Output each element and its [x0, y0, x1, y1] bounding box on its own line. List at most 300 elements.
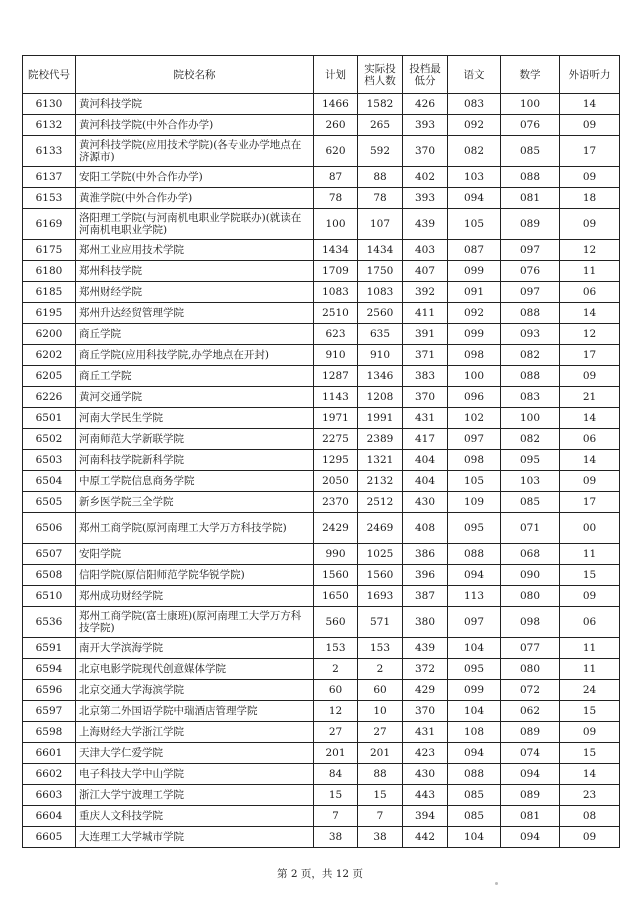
cell-actual-admitted: 2512 [358, 492, 403, 513]
cell-listening: 11 [560, 261, 620, 282]
cell-school-code: 6603 [23, 785, 76, 806]
cell-plan: 1560 [314, 565, 358, 586]
cell-school-name: 天津大学仁爱学院 [76, 743, 314, 764]
decorative-dot [495, 882, 498, 885]
cell-school-code: 6501 [23, 408, 76, 429]
cell-math: 097 [501, 240, 560, 261]
header-listening: 外语听力 [560, 56, 620, 94]
cell-actual-admitted: 88 [358, 764, 403, 785]
table-row [23, 136, 620, 167]
cell-actual-admitted: 1346 [358, 366, 403, 387]
cell-school-code: 6503 [23, 450, 76, 471]
table-row [23, 565, 620, 586]
cell-plan: 1971 [314, 408, 358, 429]
cell-math: 093 [501, 324, 560, 345]
table-row [23, 659, 620, 680]
cell-chinese: 094 [448, 743, 501, 764]
cell-school-name: 郑州工商学院(原河南理工大学万方科技学院) [76, 513, 314, 544]
cell-school-code: 6226 [23, 387, 76, 408]
cell-actual-admitted: 88 [358, 167, 403, 188]
cell-school-code: 6202 [23, 345, 76, 366]
cell-chinese: 082 [448, 136, 501, 167]
cell-min-score: 426 [403, 94, 448, 115]
cell-math: 076 [501, 261, 560, 282]
cell-chinese: 094 [448, 188, 501, 209]
header-chinese: 语文 [448, 56, 501, 94]
page-footer: 第 2 页，共 12 页 [277, 868, 363, 880]
cell-actual-admitted: 2469 [358, 513, 403, 544]
cell-listening: 15 [560, 743, 620, 764]
cell-school-name: 黄河科技学院 [76, 94, 314, 115]
cell-school-code: 6205 [23, 366, 76, 387]
cell-chinese: 092 [448, 303, 501, 324]
cell-chinese: 094 [448, 565, 501, 586]
cell-plan: 1083 [314, 282, 358, 303]
cell-school-name: 黄河科技学院(中外合作办学) [76, 115, 314, 136]
cell-math: 089 [501, 722, 560, 743]
cell-school-code: 6130 [23, 94, 76, 115]
cell-listening: 11 [560, 659, 620, 680]
cell-plan: 12 [314, 701, 358, 722]
cell-chinese: 097 [448, 429, 501, 450]
cell-school-code: 6598 [23, 722, 76, 743]
cell-plan: 87 [314, 167, 358, 188]
table-row [23, 722, 620, 743]
cell-school-code: 6602 [23, 764, 76, 785]
cell-school-name: 北京电影学院现代创意媒体学院 [76, 659, 314, 680]
cell-listening: 14 [560, 764, 620, 785]
cell-min-score: 383 [403, 366, 448, 387]
cell-school-code: 6510 [23, 586, 76, 607]
header-actual-admitted: 实际投档人数 [358, 56, 403, 94]
cell-actual-admitted: 201 [358, 743, 403, 764]
cell-plan: 201 [314, 743, 358, 764]
cell-math: 088 [501, 366, 560, 387]
cell-chinese: 095 [448, 659, 501, 680]
cell-actual-admitted: 10 [358, 701, 403, 722]
cell-school-code: 6169 [23, 209, 76, 240]
cell-chinese: 105 [448, 209, 501, 240]
cell-actual-admitted: 265 [358, 115, 403, 136]
cell-school-name: 河南大学民生学院 [76, 408, 314, 429]
cell-school-name: 信阳学院(原信阳师范学院华锐学院) [76, 565, 314, 586]
cell-min-score: 370 [403, 701, 448, 722]
cell-plan: 38 [314, 827, 358, 848]
table-row [23, 94, 620, 115]
cell-actual-admitted: 910 [358, 345, 403, 366]
cell-chinese: 099 [448, 261, 501, 282]
cell-actual-admitted: 2389 [358, 429, 403, 450]
cell-min-score: 430 [403, 492, 448, 513]
cell-school-name: 黄淮学院(中外合作办学) [76, 188, 314, 209]
cell-plan: 990 [314, 544, 358, 565]
cell-math: 095 [501, 450, 560, 471]
cell-chinese: 095 [448, 513, 501, 544]
cell-listening: 09 [560, 366, 620, 387]
cell-listening: 06 [560, 429, 620, 450]
cell-listening: 09 [560, 209, 620, 240]
admission-table [22, 55, 620, 848]
cell-listening: 12 [560, 324, 620, 345]
cell-min-score: 408 [403, 513, 448, 544]
cell-listening: 09 [560, 471, 620, 492]
cell-math: 072 [501, 680, 560, 701]
cell-math: 088 [501, 303, 560, 324]
table-row [23, 282, 620, 303]
header-school-name: 院校名称 [76, 56, 314, 94]
table-row [23, 209, 620, 240]
cell-school-name: 电子科技大学中山学院 [76, 764, 314, 785]
cell-school-name: 郑州工商学院(富士康班)(原河南理工大学万方科技学院) [76, 607, 314, 638]
cell-listening: 23 [560, 785, 620, 806]
table-row [23, 785, 620, 806]
cell-chinese: 088 [448, 764, 501, 785]
cell-school-name: 北京第二外国语学院中瑞酒店管理学院 [76, 701, 314, 722]
cell-listening: 11 [560, 638, 620, 659]
table-row [23, 366, 620, 387]
cell-school-name: 安阳学院 [76, 544, 314, 565]
header-math: 数学 [501, 56, 560, 94]
cell-plan: 153 [314, 638, 358, 659]
cell-listening: 14 [560, 94, 620, 115]
cell-actual-admitted: 635 [358, 324, 403, 345]
cell-min-score: 407 [403, 261, 448, 282]
cell-chinese: 091 [448, 282, 501, 303]
cell-actual-admitted: 592 [358, 136, 403, 167]
cell-min-score: 402 [403, 167, 448, 188]
cell-school-name: 河南师范大学新联学院 [76, 429, 314, 450]
cell-school-code: 6507 [23, 544, 76, 565]
cell-school-code: 6153 [23, 188, 76, 209]
cell-plan: 1295 [314, 450, 358, 471]
cell-math: 083 [501, 387, 560, 408]
cell-plan: 1466 [314, 94, 358, 115]
cell-school-name: 郑州科技学院 [76, 261, 314, 282]
cell-listening: 17 [560, 345, 620, 366]
cell-min-score: 372 [403, 659, 448, 680]
cell-school-name: 郑州成功财经学院 [76, 586, 314, 607]
cell-min-score: 430 [403, 764, 448, 785]
cell-min-score: 417 [403, 429, 448, 450]
cell-school-code: 6505 [23, 492, 76, 513]
cell-chinese: 085 [448, 785, 501, 806]
cell-school-code: 6502 [23, 429, 76, 450]
cell-school-name: 上海财经大学浙江学院 [76, 722, 314, 743]
cell-school-name: 南开大学滨海学院 [76, 638, 314, 659]
cell-min-score: 370 [403, 136, 448, 167]
cell-min-score: 439 [403, 209, 448, 240]
cell-math: 103 [501, 471, 560, 492]
cell-chinese: 087 [448, 240, 501, 261]
cell-listening: 12 [560, 240, 620, 261]
cell-math: 074 [501, 743, 560, 764]
cell-listening: 14 [560, 303, 620, 324]
cell-actual-admitted: 60 [358, 680, 403, 701]
cell-listening: 00 [560, 513, 620, 544]
cell-math: 082 [501, 429, 560, 450]
cell-listening: 15 [560, 701, 620, 722]
cell-chinese: 099 [448, 324, 501, 345]
cell-min-score: 371 [403, 345, 448, 366]
cell-school-code: 6597 [23, 701, 76, 722]
cell-school-code: 6605 [23, 827, 76, 848]
cell-actual-admitted: 78 [358, 188, 403, 209]
table-row [23, 167, 620, 188]
cell-school-code: 6137 [23, 167, 76, 188]
cell-min-score: 404 [403, 450, 448, 471]
cell-school-name: 安阳工学院(中外合作办学) [76, 167, 314, 188]
cell-school-code: 6508 [23, 565, 76, 586]
cell-plan: 623 [314, 324, 358, 345]
cell-chinese: 113 [448, 586, 501, 607]
cell-min-score: 394 [403, 806, 448, 827]
cell-listening: 17 [560, 136, 620, 167]
cell-chinese: 108 [448, 722, 501, 743]
cell-school-code: 6175 [23, 240, 76, 261]
cell-school-code: 6591 [23, 638, 76, 659]
cell-math: 085 [501, 492, 560, 513]
cell-listening: 09 [560, 167, 620, 188]
cell-min-score: 391 [403, 324, 448, 345]
cell-actual-admitted: 1208 [358, 387, 403, 408]
cell-listening: 14 [560, 408, 620, 429]
cell-listening: 14 [560, 450, 620, 471]
cell-school-name: 郑州工业应用技术学院 [76, 240, 314, 261]
cell-plan: 260 [314, 115, 358, 136]
cell-school-code: 6180 [23, 261, 76, 282]
cell-school-name: 中原工学院信息商务学院 [76, 471, 314, 492]
cell-school-code: 6132 [23, 115, 76, 136]
cell-listening: 17 [560, 492, 620, 513]
table-row [23, 701, 620, 722]
cell-actual-admitted: 1434 [358, 240, 403, 261]
cell-plan: 2 [314, 659, 358, 680]
cell-actual-admitted: 2560 [358, 303, 403, 324]
cell-chinese: 103 [448, 167, 501, 188]
cell-min-score: 380 [403, 607, 448, 638]
cell-plan: 27 [314, 722, 358, 743]
table-row [23, 345, 620, 366]
table-row [23, 513, 620, 544]
cell-chinese: 098 [448, 345, 501, 366]
cell-plan: 78 [314, 188, 358, 209]
header-school-code: 院校代号 [23, 56, 76, 94]
cell-listening: 09 [560, 586, 620, 607]
cell-school-name: 郑州升达经贸管理学院 [76, 303, 314, 324]
cell-math: 085 [501, 136, 560, 167]
cell-plan: 2275 [314, 429, 358, 450]
cell-listening: 09 [560, 827, 620, 848]
cell-listening: 15 [560, 565, 620, 586]
cell-school-name: 黄河科技学院(应用技术学院)(各专业办学地点在济源市) [76, 136, 314, 167]
cell-plan: 910 [314, 345, 358, 366]
cell-school-code: 6596 [23, 680, 76, 701]
cell-plan: 84 [314, 764, 358, 785]
cell-min-score: 429 [403, 680, 448, 701]
cell-min-score: 396 [403, 565, 448, 586]
cell-school-code: 6133 [23, 136, 76, 167]
cell-math: 100 [501, 94, 560, 115]
table-row [23, 387, 620, 408]
table-row [23, 586, 620, 607]
cell-school-name: 洛阳理工学院(与河南机电职业学院联办)(就读在河南机电职业学院) [76, 209, 314, 240]
cell-plan: 1287 [314, 366, 358, 387]
cell-plan: 2050 [314, 471, 358, 492]
cell-math: 071 [501, 513, 560, 544]
cell-school-name: 重庆人文科技学院 [76, 806, 314, 827]
cell-math: 077 [501, 638, 560, 659]
cell-min-score: 392 [403, 282, 448, 303]
cell-plan: 620 [314, 136, 358, 167]
table-row [23, 806, 620, 827]
cell-math: 098 [501, 607, 560, 638]
cell-school-name: 河南科技学院新科学院 [76, 450, 314, 471]
cell-math: 088 [501, 167, 560, 188]
cell-actual-admitted: 38 [358, 827, 403, 848]
cell-math: 089 [501, 209, 560, 240]
cell-min-score: 431 [403, 408, 448, 429]
cell-actual-admitted: 27 [358, 722, 403, 743]
header-min-score: 投档最低分 [403, 56, 448, 94]
cell-listening: 11 [560, 544, 620, 565]
cell-chinese: 104 [448, 827, 501, 848]
table-row [23, 261, 620, 282]
cell-min-score: 393 [403, 188, 448, 209]
cell-listening: 09 [560, 115, 620, 136]
table-row [23, 471, 620, 492]
cell-math: 080 [501, 586, 560, 607]
cell-chinese: 097 [448, 607, 501, 638]
cell-actual-admitted: 1991 [358, 408, 403, 429]
cell-listening: 06 [560, 282, 620, 303]
cell-plan: 2429 [314, 513, 358, 544]
cell-actual-admitted: 1321 [358, 450, 403, 471]
cell-actual-admitted: 1083 [358, 282, 403, 303]
table-row [23, 450, 620, 471]
cell-min-score: 403 [403, 240, 448, 261]
cell-math: 082 [501, 345, 560, 366]
cell-math: 090 [501, 565, 560, 586]
cell-actual-admitted: 7 [358, 806, 403, 827]
header-plan: 计划 [314, 56, 358, 94]
cell-plan: 2510 [314, 303, 358, 324]
cell-school-name: 商丘学院 [76, 324, 314, 345]
cell-school-name: 商丘学院(应用科技学院,办学地点在开封) [76, 345, 314, 366]
cell-min-score: 387 [403, 586, 448, 607]
table-row [23, 827, 620, 848]
table-row [23, 743, 620, 764]
cell-plan: 1650 [314, 586, 358, 607]
cell-chinese: 096 [448, 387, 501, 408]
cell-chinese: 102 [448, 408, 501, 429]
table-row [23, 607, 620, 638]
cell-min-score: 431 [403, 722, 448, 743]
cell-chinese: 104 [448, 638, 501, 659]
table-row [23, 240, 620, 261]
cell-listening: 09 [560, 722, 620, 743]
cell-listening: 06 [560, 607, 620, 638]
cell-school-code: 6594 [23, 659, 76, 680]
cell-actual-admitted: 1750 [358, 261, 403, 282]
cell-math: 080 [501, 659, 560, 680]
cell-plan: 100 [314, 209, 358, 240]
cell-math: 097 [501, 282, 560, 303]
table-row [23, 303, 620, 324]
cell-math: 068 [501, 544, 560, 565]
cell-plan: 1434 [314, 240, 358, 261]
table-row [23, 680, 620, 701]
cell-min-score: 386 [403, 544, 448, 565]
cell-chinese: 105 [448, 471, 501, 492]
cell-chinese: 098 [448, 450, 501, 471]
header-row [23, 56, 620, 94]
cell-chinese: 085 [448, 806, 501, 827]
cell-school-code: 6504 [23, 471, 76, 492]
cell-plan: 7 [314, 806, 358, 827]
cell-chinese: 083 [448, 94, 501, 115]
cell-math: 076 [501, 115, 560, 136]
cell-actual-admitted: 2132 [358, 471, 403, 492]
cell-school-code: 6506 [23, 513, 76, 544]
cell-listening: 18 [560, 188, 620, 209]
table-row [23, 764, 620, 785]
cell-plan: 2370 [314, 492, 358, 513]
cell-actual-admitted: 571 [358, 607, 403, 638]
cell-school-code: 6195 [23, 303, 76, 324]
cell-actual-admitted: 107 [358, 209, 403, 240]
cell-min-score: 442 [403, 827, 448, 848]
table-row [23, 544, 620, 565]
cell-actual-admitted: 2 [358, 659, 403, 680]
cell-actual-admitted: 15 [358, 785, 403, 806]
cell-chinese: 100 [448, 366, 501, 387]
cell-min-score: 370 [403, 387, 448, 408]
cell-school-code: 6604 [23, 806, 76, 827]
cell-school-name: 黄河交通学院 [76, 387, 314, 408]
cell-school-name: 商丘工学院 [76, 366, 314, 387]
table-row [23, 429, 620, 450]
cell-school-name: 大连理工大学城市学院 [76, 827, 314, 848]
cell-math: 094 [501, 764, 560, 785]
cell-math: 100 [501, 408, 560, 429]
table-row [23, 492, 620, 513]
cell-min-score: 443 [403, 785, 448, 806]
cell-actual-admitted: 1693 [358, 586, 403, 607]
cell-actual-admitted: 1582 [358, 94, 403, 115]
cell-min-score: 423 [403, 743, 448, 764]
cell-listening: 21 [560, 387, 620, 408]
cell-math: 094 [501, 827, 560, 848]
cell-school-name: 郑州财经学院 [76, 282, 314, 303]
cell-school-code: 6601 [23, 743, 76, 764]
cell-chinese: 099 [448, 680, 501, 701]
cell-chinese: 109 [448, 492, 501, 513]
cell-chinese: 092 [448, 115, 501, 136]
cell-math: 081 [501, 806, 560, 827]
cell-school-code: 6200 [23, 324, 76, 345]
cell-chinese: 088 [448, 544, 501, 565]
table-row [23, 188, 620, 209]
cell-math: 062 [501, 701, 560, 722]
table-row [23, 115, 620, 136]
cell-school-name: 北京交通大学海滨学院 [76, 680, 314, 701]
cell-plan: 15 [314, 785, 358, 806]
cell-school-name: 浙江大学宁波理工学院 [76, 785, 314, 806]
cell-plan: 1709 [314, 261, 358, 282]
cell-plan: 60 [314, 680, 358, 701]
cell-school-name: 新乡医学院三全学院 [76, 492, 314, 513]
cell-chinese: 104 [448, 701, 501, 722]
